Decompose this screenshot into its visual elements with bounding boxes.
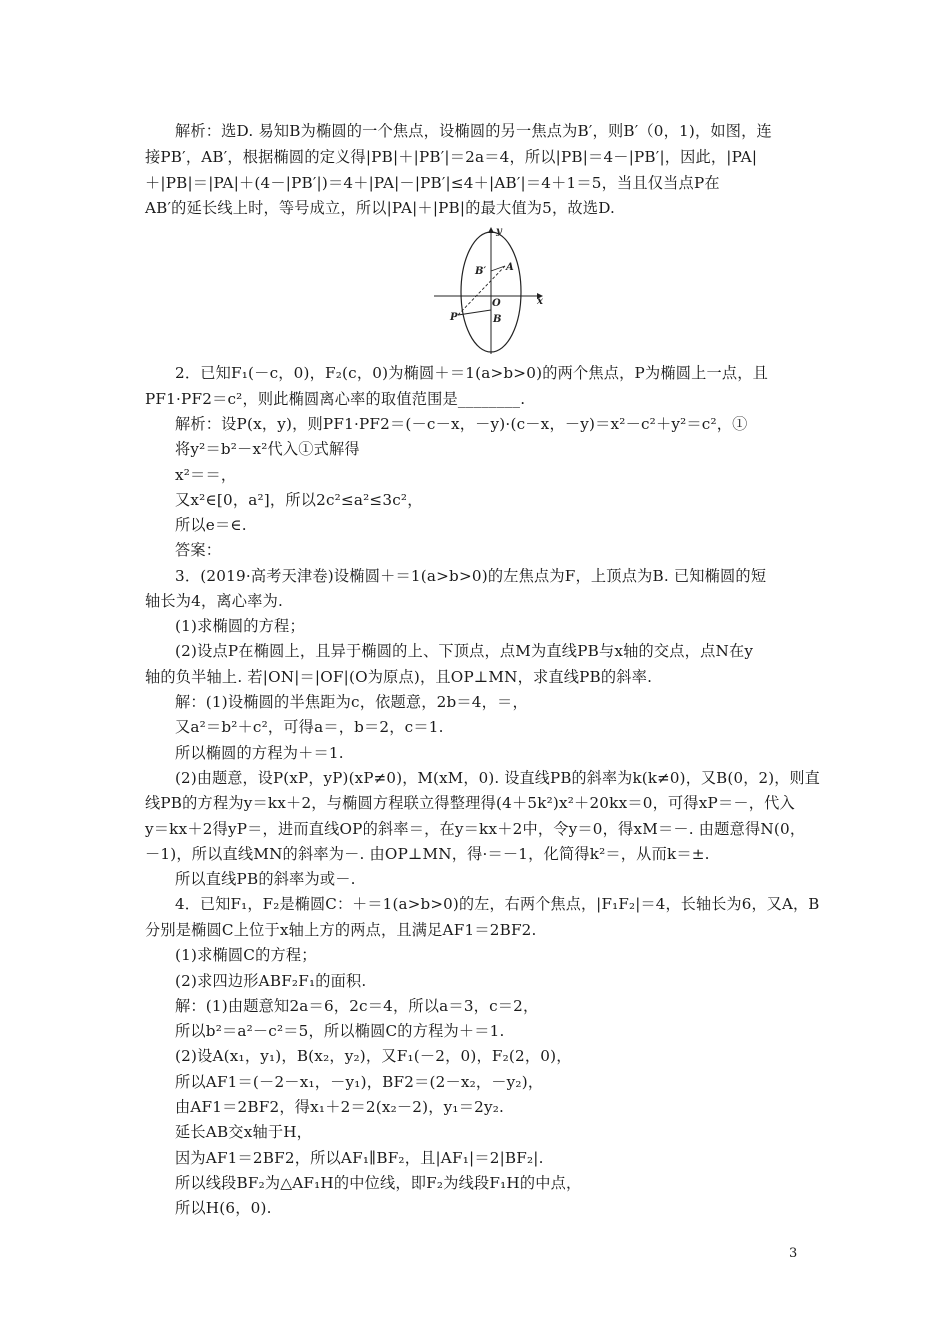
text-line: 解析：设P(x，y)，则PF1·PF2＝(－c－x，－y)·(c－x，－y)＝x²－c²＋y²＝c²，① xyxy=(175,415,748,433)
text-line: 轴的负半轴上. 若|ON|＝|OF|(O为原点)，且OP⊥MN，求直线PB的斜率. xyxy=(145,668,653,686)
text-line: (2)设A(x₁，y₁)，B(x₂，y₂)，又F₁(－2，0)，F₂(2，0)， xyxy=(175,1047,572,1065)
text-line: 将y²＝b²－x²代入①式解得 xyxy=(175,440,360,458)
text-line: (2)设点P在椭圆上，且异于椭圆的上、下顶点，点M为直线PB与x轴的交点，点N在y xyxy=(175,642,754,660)
text-line: 答案： xyxy=(175,541,222,559)
text-line: (2)由题意，设P(xP，yP)(xP≠0)，M(xM，0). 设直线PB的斜率为k(k≠0)，又B(0，2)，则直 xyxy=(175,769,820,787)
text-line: 由AF1＝2BF2，得x₁＋2＝2(x₂－2)，y₁＝2y₂. xyxy=(175,1098,505,1116)
label-b-prime: B′ xyxy=(475,266,487,277)
text-line: 又a²＝b²＋c²，可得a＝，b＝2，c＝1. xyxy=(175,718,444,736)
text-line: (2)求四边形ABF₂F₁的面积. xyxy=(175,972,367,990)
text-line: 所以直线PB的斜率为或－. xyxy=(175,870,356,888)
text-line: 解析：选D. 易知B为椭圆的一个焦点，设椭圆的另一焦点为B′，则B′（0，1)，如图，连 xyxy=(175,122,772,140)
text-line: y＝kx＋2得yP＝，进而直线OP的斜率＝，在y＝kx＋2中，令y＝0，得xM＝－. 由题意得N(0， xyxy=(145,820,806,838)
text-line: 因为AF1＝2BF2，所以AF₁∥BF₂，且|AF₁|＝2|BF₂|. xyxy=(175,1149,544,1167)
text-line: 所以b²＝a²－c²＝5，所以椭圆C的方程为＋＝1. xyxy=(175,1022,505,1040)
text-line: 2．已知F₁(－c，0)，F₂(c，0)为椭圆＋＝1(a>b>0)的两个焦点，P为椭圆上一点，且 xyxy=(175,364,769,382)
text-line: 解：(1)由题意知2a＝6，2c＝4，所以a＝3，c＝2， xyxy=(175,997,539,1015)
text-line: 所以线段BF₂为△AF₁H的中位线，即F₂为线段F₁H的中点， xyxy=(175,1174,582,1192)
text-line: PF1·PF2＝c²，则此椭圆离心率的取值范围是________. xyxy=(145,390,526,408)
text-line: －1)，所以直线MN的斜率为－. 由OP⊥MN，得·＝－1，化简得k²＝，从而k＝±. xyxy=(145,845,710,863)
label-b: B xyxy=(493,314,502,325)
text-line: 接PB′，AB′，根据椭圆的定义得|PB|＋|PB′|＝2a＝4，所以|PB|＝4－|PB′|，因此，|PA| xyxy=(145,148,758,166)
label-y: y xyxy=(496,226,502,237)
text-line: 4．已知F₁，F₂是椭圆C：＋＝1(a>b>0)的左，右两个焦点，|F₁F₂|＝4，长轴长为6，又A，B xyxy=(175,895,820,913)
text-line: 分别是椭圆C上位于x轴上方的两点，且满足AF1＝2BF2. xyxy=(145,921,537,939)
text-line: 又x²∈[0，a²]，所以2c²≤a²≤3c²， xyxy=(175,491,423,509)
text-line: 所以AF1＝(－2－x₁，－y₁)，BF2＝(2－x₂，－y₂)， xyxy=(175,1073,544,1091)
label-p: P xyxy=(450,312,458,323)
label-x: x xyxy=(537,296,543,307)
text-line: 延长AB交x轴于H， xyxy=(175,1123,313,1141)
label-a: A xyxy=(506,262,514,273)
page-number: 3 xyxy=(789,1246,798,1261)
text-line: 线PB的方程为y＝kx＋2，与椭圆方程联立得整理得(4＋5k²)x²＋20kx＝0，可得xP＝－，代入 xyxy=(145,794,795,812)
text-line: ＋|PB|＝|PA|＋(4－|PB′|)＝4＋|PA|－|PB′|≤4＋|AB′|＝4＋1＝5，当且仅当点P在 xyxy=(145,174,720,192)
text-line: AB′的延长线上时，等号成立，所以|PA|＋|PB|的最大值为5，故选D. xyxy=(145,199,616,217)
text-line: 3．(2019·高考天津卷)设椭圆＋＝1(a>b>0)的左焦点为F，上顶点为B. 已知椭圆的短 xyxy=(175,567,767,585)
text-line: 所以e＝∈. xyxy=(175,516,247,534)
ellipse-figure xyxy=(430,224,550,356)
text-line: (1)求椭圆C的方程； xyxy=(175,946,317,964)
text-line: (1)求椭圆的方程； xyxy=(175,617,305,635)
text-line: 所以椭圆的方程为＋＝1. xyxy=(175,744,344,762)
segment-b-prime-a xyxy=(491,266,505,271)
text-line: 轴长为4，离心率为. xyxy=(145,592,283,610)
label-o: O xyxy=(492,298,501,309)
text-line: x²＝＝， xyxy=(175,466,237,484)
text-line: 所以H(6，0). xyxy=(175,1199,272,1217)
text-line: 解：(1)设椭圆的半焦距为c，依题意，2b＝4，＝， xyxy=(175,693,528,711)
ellipse-diagram xyxy=(430,224,550,356)
